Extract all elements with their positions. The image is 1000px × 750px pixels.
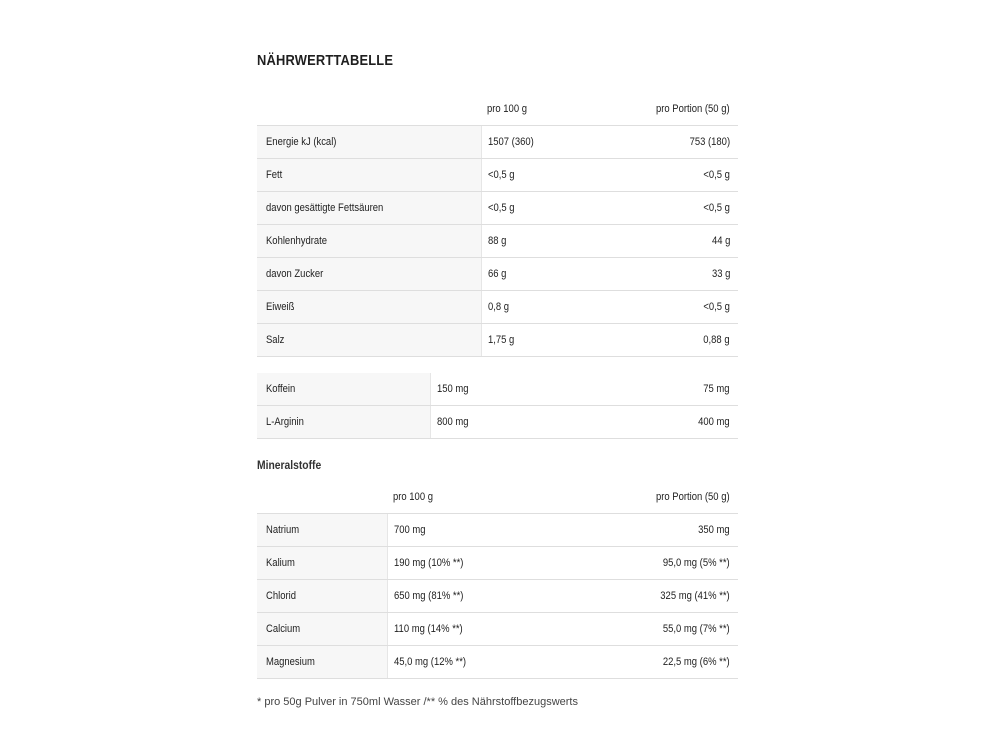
table-row: [257, 646, 738, 679]
row-per-portion: 753 (180): [605, 126, 738, 159]
row-per-portion: 22,5 mg (6% **): [605, 646, 738, 679]
row-per-portion: 325 mg (41% **): [605, 580, 738, 613]
table-row: [257, 258, 738, 291]
row-per-portion: 350 mg: [605, 514, 738, 547]
row-label: Magnesium: [257, 646, 387, 679]
table-row: [257, 514, 738, 547]
row-per-100g: 1,75 g: [481, 324, 605, 357]
table-header-row: [257, 480, 738, 514]
header-empty-cell: [257, 92, 481, 126]
table-header-row: [257, 92, 738, 126]
row-label: Koffein: [257, 373, 430, 406]
minerals-title: Mineralstoffe: [257, 458, 322, 472]
row-per-portion: <0,5 g: [605, 159, 738, 192]
header-per-100g: pro 100 g: [387, 480, 605, 514]
table-row: [257, 580, 738, 613]
row-per-100g: 45,0 mg (12% **): [387, 646, 605, 679]
table-row: [257, 192, 738, 225]
row-label: davon Zucker: [257, 258, 481, 291]
page-title: NÄHRWERTTABELLE: [257, 52, 394, 69]
table-row: [257, 324, 738, 357]
row-per-100g: <0,5 g: [481, 192, 605, 225]
row-label: Natrium: [257, 514, 387, 547]
row-per-100g: 88 g: [481, 225, 605, 258]
row-per-100g: 650 mg (81% **): [387, 580, 605, 613]
row-label: Kalium: [257, 547, 387, 580]
table-row: [257, 406, 738, 439]
header-empty-cell: [257, 480, 387, 514]
table-row: [257, 126, 738, 159]
row-label: Salz: [257, 324, 481, 357]
row-per-portion: 95,0 mg (5% **): [605, 547, 738, 580]
row-per-portion: 44 g: [605, 225, 738, 258]
row-label: L-Arginin: [257, 406, 430, 439]
extras-table: [257, 373, 738, 439]
row-per-100g: 0,8 g: [481, 291, 605, 324]
row-label: Kohlenhydrate: [257, 225, 481, 258]
table-row: [257, 159, 738, 192]
row-per-100g: 1507 (360): [481, 126, 605, 159]
row-per-100g: 110 mg (14% **): [387, 613, 605, 646]
row-per-100g: 700 mg: [387, 514, 605, 547]
header-per-portion: pro Portion (50 g): [605, 480, 738, 514]
row-per-portion: <0,5 g: [605, 192, 738, 225]
row-per-100g: 66 g: [481, 258, 605, 291]
row-label: davon gesättigte Fettsäuren: [257, 192, 481, 225]
row-per-100g: <0,5 g: [481, 159, 605, 192]
table-row: [257, 547, 738, 580]
row-label: Chlorid: [257, 580, 387, 613]
row-per-portion: 33 g: [605, 258, 738, 291]
row-label: Energie kJ (kcal): [257, 126, 481, 159]
row-label: Fett: [257, 159, 481, 192]
table-row: [257, 613, 738, 646]
header-per-portion: pro Portion (50 g): [605, 92, 738, 126]
row-per-portion: 0,88 g: [605, 324, 738, 357]
row-per-portion: 400 mg: [604, 406, 738, 439]
table-row: [257, 225, 738, 258]
row-per-100g: 800 mg: [430, 406, 604, 439]
row-per-100g: 150 mg: [430, 373, 604, 406]
row-label: Calcium: [257, 613, 387, 646]
row-per-portion: 75 mg: [604, 373, 738, 406]
row-label: Eiweiß: [257, 291, 481, 324]
table-row: [257, 373, 738, 406]
row-per-portion: 55,0 mg (7% **): [605, 613, 738, 646]
header-per-100g: pro 100 g: [481, 92, 605, 126]
minerals-table: [257, 480, 738, 679]
row-per-100g: 190 mg (10% **): [387, 547, 605, 580]
table-row: [257, 291, 738, 324]
nutrition-table: [257, 92, 738, 357]
row-per-portion: <0,5 g: [605, 291, 738, 324]
footnote: * pro 50g Pulver in 750ml Wasser /** % des Nährstoffbezugswerts: [257, 696, 578, 708]
